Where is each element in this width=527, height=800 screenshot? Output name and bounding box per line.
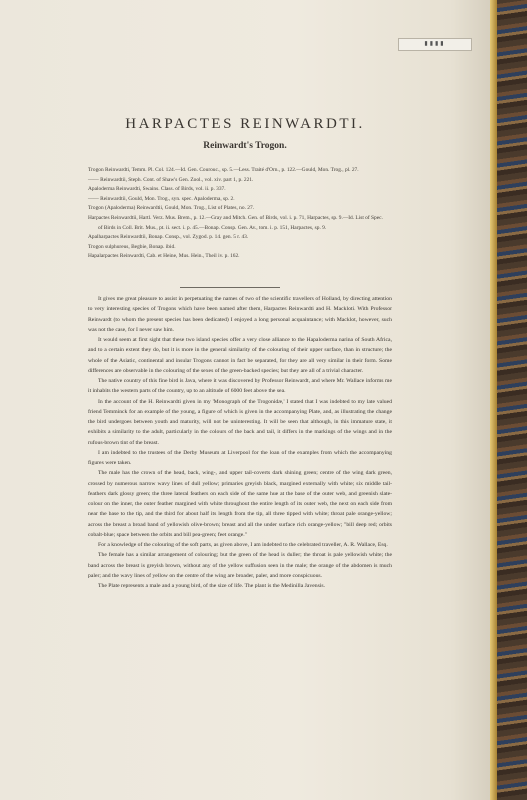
synonymy-entry: Harpactes Reinwardtii, Hartl. Verz. Mus. Brem., p. 12.—Gray and Mitch. Gen. of Birds, vol. i. p. 71, Harpactes, sp. 9.—Id. List of Spec. of Birds in Coll. Brit. Mus., pt. ii. sect. i. p. 45.—Bonap. Consp. Gen. Av., tom. i. p. 151, Harpactes, sp. 9. [88, 214, 383, 231]
synonymy-entry: Apaloderma Reinwardti, Swains. Class. of Birds, vol. ii. p. 337. [88, 186, 226, 193]
page-subtitle: Reinwardt's Trogon. [203, 141, 287, 151]
synonymy-entry: Trogon (Apaloderma) Reinwardtii, Gould, Mon. Trog., List of Plates, no. 27. [88, 205, 255, 212]
synonymy-entry: Apalharpactes Reinwardtii, Bonap. Consp., vol. Zygod. p. 14. gen. 5 r. 43. [88, 234, 249, 241]
paragraph: I am indebted to the trustees of the Derby Museum at Liverpool for the loan of the examples from which the accompanying figures were taken. [88, 449, 392, 466]
paragraph: The Plate represents a male and a young bird, of the size of life. The plant is the Medinilla Javensis. [98, 583, 326, 589]
page-title: HARPACTES REINWARDTI. [125, 116, 365, 132]
paragraph: It would seem at first sight that these two island species offer a very close alliance to the Hapaloderma narina of South Africa, and to a certain extent they do, but it is more in the general similarity of the colouring of their upper surface, than in structure; the whole of the Asiatic, continental and insular Trogons cannot in fact be separated, for they are all very similar in their form. Some differences are observable in the colouring of the sexes of the green-backed species; but they are all of a trivial character. [88, 337, 392, 374]
paragraph: The male has the crown of the head, back, wing-, and upper tail-coverts dark shining green; centre of the wing dark green, crossed by numerous narrow wavy lines of dull yellow; primaries greyish black, margined externally with white; six middle tail-feathers dark glossy green; the three lateral feathers on each side of the same hue at the base of the outer web, and greenish slate-colour on the inner, the outer feather margined with white throughout the entire length of its outer web, the next on each side from near the base to the tip, and the third for about half its length from the tip, all three tipped with white; throat pale orange-yellow; across the breast a broad band of yellowish olive-brown; breast and all the under surface rich orange-yellow; "bill deep red; orbits cobalt-blue; space between the orbits and bill pea-green; feet orange." [88, 470, 392, 538]
body-text [88, 294, 392, 591]
paragraph: It gives me great pleasure to assist in perpetuating the names of two of the scientific travellers of Holland, by directing attention to very interesting species of Trogons which have been named after them, Harpactes Reinwardti and H. Mackloti. With Professor Reinwardt (to whom the present species has been dedicated) I enjoyed a long personal acquaintance; with Macklot, however, such was not the case, for I never saw him. [88, 296, 392, 333]
section-divider [180, 287, 280, 288]
synonymy-entry: Trogon Reinwardti, Temm. Pl. Col. 124.—Id. Gen. Courouc., sp. 5.—Less. Traité d'Orn., p. 122.—Gould, Mon. Trog., pl. 27. [88, 167, 359, 173]
paragraph: The native country of this fine bird is Java, where it was discovered by Professor Reinwardt, and where Mr. Wallace informs me it inhabits the western parts of the country, up to an altitude of 6000 feet above the sea. [88, 378, 392, 395]
page-tab-label: ▮▮▮▮ [398, 38, 472, 51]
paragraph: In the account of the H. Reinwardti given in my 'Monograph of the Trogonidæ,' I stated that I was indebted to my late valued friend Temminck for an example of the young, a figure of which is given in the accompanying Plate, and, as illustrating the change the bird undergoes between youth and maturity, will not be uninteresting. It will be seen that although, in this immature state, it exhibits a similarity to the adult, particularly in the colours of the back and tail, it differs in the markings of the wings and in the rufous-brown tint of the breast. [88, 398, 392, 446]
synonymy-entry: —— Reinwardtii, Gould, Mon. Trog., syn. spec. Apaloderma, sp. 2. [88, 195, 235, 202]
synonymy-entry: Trogon sulphureus, Begbie, Bonap. ibid. [88, 243, 176, 250]
paragraph: For a knowledge of the colouring of the soft parts, as given above, I am indebted to the celebrated traveller, A. R. Wallace, Esq. [98, 542, 388, 548]
synonymy-entry: Hapalarpactes Reinwardti, Cab. et Heine, Mus. Hein., Theil iv. p. 162. [88, 253, 240, 260]
synonymy-list [88, 166, 388, 262]
synonymy-entry: —— Reinwardtii, Steph. Cont. of Shaw's Gen. Zool., vol. xiv. part 1, p. 221. [88, 176, 254, 183]
paragraph: The female has a similar arrangement of colouring; but the green of the head is duller; the throat is pale yellowish white; the band across the breast is greyish brown, without any of the yellow suffusion seen in the male; the orange of the abdomen is much paler; and the wavy lines of yellow on the centre of the wing are broader, paler, and more conspicuous. [88, 552, 392, 579]
